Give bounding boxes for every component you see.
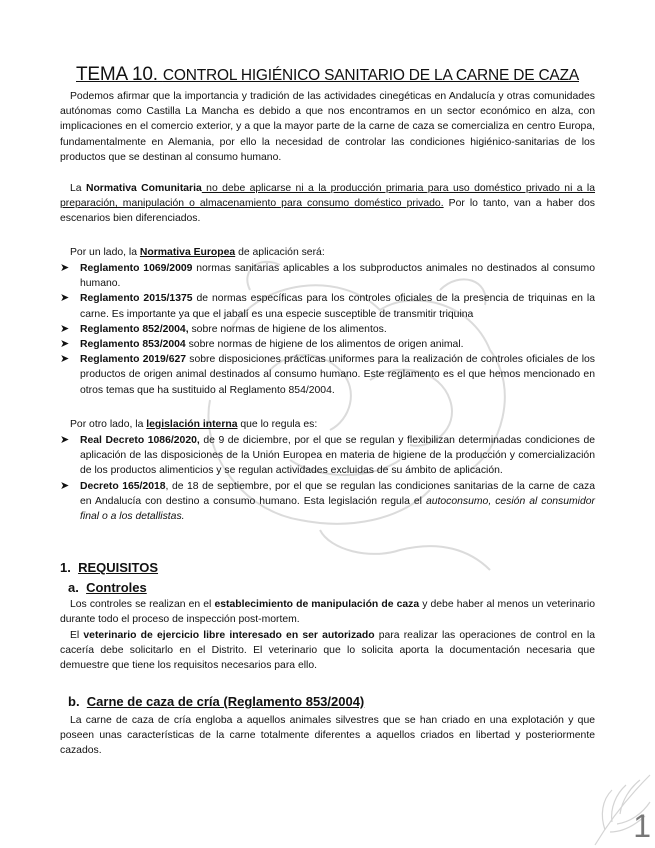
arrow-bullet-icon: ➤ <box>60 262 70 274</box>
sub-a-title: Controles <box>86 580 147 595</box>
list-item <box>60 352 595 398</box>
interna-pre: Por otro lado, la <box>70 419 147 430</box>
europea-post: de aplicación será: <box>235 247 325 258</box>
arrow-bullet-icon: ➤ <box>60 434 70 446</box>
list-item <box>60 479 595 525</box>
europea-bold: Normativa Europea <box>139 247 236 258</box>
carne-cria-paragraph: La carne de caza de cría engloba a aquellos animales silvestres que se han criado en una explotación y que poseen unas características de la carne totalmente diferentes a aquellos criados en libertad y posteriormente cazados. <box>60 715 595 757</box>
list-item <box>60 433 595 479</box>
list-item <box>60 322 595 337</box>
interna-intro <box>60 417 595 432</box>
page-number: 1 <box>633 808 651 844</box>
subsection-a-heading <box>68 580 147 596</box>
arrow-bullet-icon: ➤ <box>60 338 70 351</box>
item-text: , de 18 de septiembre, por el que se regulan las condiciones sanitarias de la carne de caza en Andalucía con destino a consumo humano. Esta legislación regula el <box>80 480 595 507</box>
arrow-bullet-icon: ➤ <box>60 292 70 305</box>
item-bold: Reglamento 1069/2009 <box>80 263 193 274</box>
page-title <box>0 63 655 88</box>
section-title: REQUISITOS <box>78 560 159 575</box>
list-item <box>60 337 595 352</box>
p1-bold: establecimiento de manipulación de caza <box>214 599 420 610</box>
normativa-paragraph <box>60 181 595 227</box>
interna-bold: legislación interna <box>146 419 238 430</box>
normativa-post: Por lo tanto, van a haber dos escenarios bien diferenciados. <box>60 198 596 225</box>
item-bold: Reglamento 2019/627 <box>80 354 187 366</box>
item-italic: autoconsumo, cesión al consumidor final o a los detallistas. <box>80 495 596 523</box>
item-text: de 9 de diciembre, por el que se regulan y flexibilizan determinadas condiciones de aplicación de las disposiciones de la Unión Europea en materia de higiene de la producción y comercialización de los productos alimenticios y se regulan actividades excluidas de su ámbito de aplicación. <box>80 435 595 477</box>
p1-post: y debe haber al menos un veterinario durante todo el proceso de inspección post-mortem. <box>60 599 595 626</box>
p1-pre: Los controles se realizan en el <box>70 599 215 610</box>
interna-post: que lo regula es: <box>237 419 318 430</box>
item-text: sobre normas de higiene de los alimentos. <box>188 323 387 335</box>
section-heading <box>60 560 158 576</box>
item-bold: Reglamento 853/2004 <box>80 339 186 351</box>
normativa-pre: La <box>70 183 86 194</box>
title-main: TEMA 10. <box>76 64 158 85</box>
controles-paragraph-1 <box>60 597 595 627</box>
europea-list <box>60 261 595 398</box>
item-text: normas sanitarias aplicables a los subproductos animales no destinados al consumo humano. <box>80 263 595 290</box>
normativa-underlined: no debe aplicarse ni a la producción primaria para uso doméstico privado ni a la preparación, manipulación o almacenamiento para consumo doméstico privado. <box>60 183 596 210</box>
interna-list <box>60 433 595 524</box>
normativa-bold: Normativa Comunitaria <box>85 183 202 194</box>
subsection-b-heading <box>68 694 364 710</box>
europea-intro <box>60 245 595 260</box>
list-item <box>60 261 595 291</box>
arrow-bullet-icon: ➤ <box>60 322 70 335</box>
p2-post: para realizar las operaciones de control en la cacería debe solicitarlo en el Distrito. El veterinario que lo solicita aporta la documentación necesaria que demuestre que tiene los requisitos necesarios para ello. <box>60 630 595 672</box>
item-bold: Reglamento 852/2004, <box>80 323 189 335</box>
sub-b-letter: b. <box>68 694 80 709</box>
item-bold: Reglamento 2015/1375 <box>80 293 193 305</box>
section-number: 1. <box>60 560 71 575</box>
list-item <box>60 291 595 321</box>
sub-a-letter: a. <box>68 580 79 595</box>
europea-pre: Por un lado, la <box>70 247 140 258</box>
arrow-bullet-icon: ➤ <box>60 479 70 492</box>
item-text: sobre disposiciones prácticas uniformes para la realización de controles oficiales de los productos de origen animal destinados al consumo humano. Este reglamento es el que hemos mencionado en otros temas que ha sustituido al Reglamento 854/2004. <box>80 354 595 396</box>
controles-paragraph-2 <box>60 628 595 674</box>
item-text: sobre normas de higiene de los alimentos de origen animal. <box>185 339 464 351</box>
arrow-bullet-icon: ➤ <box>60 353 70 366</box>
item-bold: Real Decreto 1086/2020, <box>80 435 200 446</box>
p2-pre: El <box>70 630 84 641</box>
item-bold: Decreto 165/2018 <box>80 480 166 492</box>
intro-paragraph: Podemos afirmar que la importancia y tradición de las actividades cinegéticas en Andalucía y otras comunidades autónomas como Castilla La Mancha es debido a que nos encontramos en un sector económico en alza, con implicaciones en el comercio exterior, y a que la mayor parte de la carne de caza se comercializa en centro Europa, fundamentalmente en Alemania, por ello la necesidad de controlar las condiciones higiénico-sanitarias de los productos que se destinan al consumo humano. <box>60 91 595 163</box>
sub-b-title: Carne de caza de cría (Reglamento 853/2004) <box>86 694 365 709</box>
item-text: de normas específicas para los controles oficiales de la presencia de triquinas en la carne. Es importante ya que el jabalí es una especie susceptible de transmitir triquina <box>80 293 595 320</box>
p2-bold: veterinario de ejercicio libre interesado en ser autorizado <box>83 630 375 641</box>
title-rest: CONTROL HIGIÉNICO SANITARIO DE LA CARNE DE CAZA <box>162 67 579 84</box>
